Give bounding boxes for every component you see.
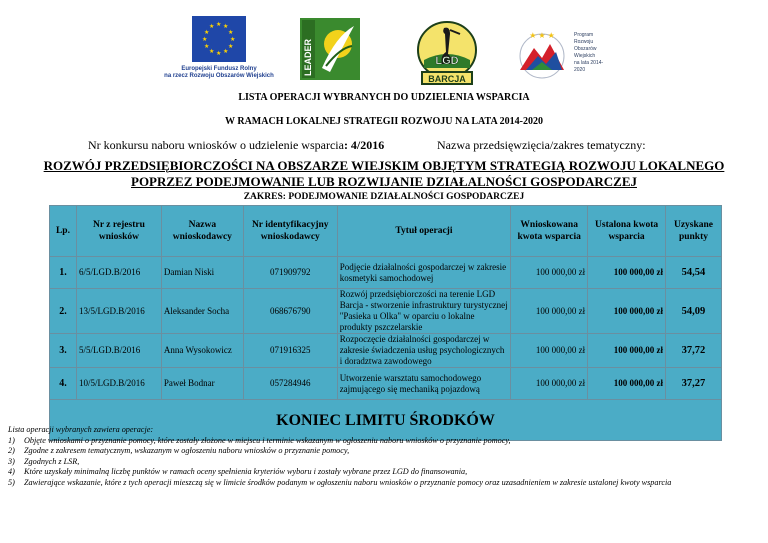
eu-flag-icon: ★ ★ ★ ★ ★ ★ ★ ★ ★ ★ ★ ★ <box>192 16 246 62</box>
row-punkty: 54,54 <box>665 257 721 289</box>
operations-table <box>49 205 722 441</box>
leader-text: LEADER <box>303 38 313 76</box>
prow-line1: Program <box>574 32 594 38</box>
row-nazwa: Anna Wysokowicz <box>161 334 243 368</box>
note-text: Zgodnych z LSR, <box>24 456 80 466</box>
row-punkty: 37,27 <box>665 368 721 400</box>
lgd-text: LGD <box>435 55 459 67</box>
note-text: Które uzyskały minimalną liczbę punktów w ramach oceny spełnienia kryteriów wyboru i zostały wybrane przez LGD do finansowania, <box>24 467 468 477</box>
note-text: Zgodne z zakresem tematycznym, wskazanym w ogłoszeniu naboru wniosków o przyznanie pomocy, <box>24 446 350 456</box>
row-ustalona: 100 000,00 zł <box>588 257 666 289</box>
note-num: 1) <box>8 435 15 445</box>
col-nr-rejestru: Nr z rejestru wniosków <box>76 206 161 257</box>
row-tytul: Podjęcie działalności gospodarczej w zakresie kosmetyki samochodowej <box>337 257 511 289</box>
prow-line2: Rozwoju <box>574 39 594 45</box>
list-item <box>8 436 760 447</box>
row-nr: 13/5/LGD.B/2016 <box>76 289 161 334</box>
col-ustalona: Ustalona kwota wsparcia <box>588 206 666 257</box>
leader-logo <box>300 18 360 80</box>
row-wnioskowana: 100 000,00 zł <box>511 257 588 289</box>
col-nr-id: Nr identyfikacyjny wnioskodawcy <box>243 206 337 257</box>
note-num: 5) <box>8 477 15 487</box>
row-nr: 6/5/LGD.B/2016 <box>76 257 161 289</box>
theme-line1: ROZWÓJ PRZEDSIĘBIORCZOŚCI NA OBSZARZE WIEJSKIM OBJĘTYM STRATEGIĄ ROZWOJU LOKALNEGO <box>43 158 725 173</box>
row-tytul: Utworzenie warsztatu samochodowego zajmującego się mechaniką pojazdową <box>337 368 511 400</box>
zakres: ZAKRES: PODEJMOWANIE DZIAŁALNOŚCI GOSPODARCZEJ <box>243 192 525 202</box>
eu-caption <box>158 66 280 80</box>
notes <box>8 425 760 489</box>
row-id: 068676790 <box>243 289 337 334</box>
prow-logo <box>512 26 606 88</box>
row-wnioskowana: 100 000,00 zł <box>511 289 588 334</box>
eu-logo <box>158 16 280 92</box>
row-ustalona: 100 000,00 zł <box>588 289 666 334</box>
col-wnioskowana: Wnioskowana kwota wsparcia <box>511 206 588 257</box>
konkurs-label: Nr konkursu naboru wniosków o udzielenie wsparcia <box>88 138 344 152</box>
row-punkty: 37,72 <box>665 334 721 368</box>
note-text: Objęte wnioskami o przyznanie pomocy, które zostały złożone w miejscu i terminie wskazanym w ogłoszeniu naboru wniosków o przyznanie pomocy, <box>24 435 511 445</box>
row-wnioskowana: 100 000,00 zł <box>511 334 588 368</box>
leader-icon <box>300 18 360 80</box>
page-subtitle: W RAMACH LOKALNEJ STRATEGII ROZWOJU NA LATA 2014-2020 <box>225 116 543 127</box>
eu-caption-line1: Europejski Fundusz Rolny <box>181 66 257 72</box>
note-num: 2) <box>8 446 15 456</box>
svg-text:★ ★ ★: ★ ★ ★ <box>529 31 555 40</box>
koniec-limitu: KONIEC LIMITU ŚRODKÓW <box>50 400 722 441</box>
note-num: 4) <box>8 467 15 477</box>
col-nazwa: Nazwa wnioskodawcy <box>161 206 243 257</box>
row-nr: 10/5/LGD.B/2016 <box>76 368 161 400</box>
prow-caption <box>574 32 606 74</box>
list-item <box>8 467 760 478</box>
konkurs-number <box>88 138 384 153</box>
row-id: 057284946 <box>243 368 337 400</box>
lgd-stork-icon <box>416 20 478 86</box>
row-tytul: Rozwój przedsiębiorczości na terenie LGD Barcja - stworzenie infrastruktury turystycznej "Pasieka u Olka" w oparciu o lokalne produkty pszczelarskie <box>337 289 511 334</box>
lgd-name: BARCJA <box>428 74 466 84</box>
col-lp: Lp. <box>50 206 77 257</box>
lgd-barcja-logo <box>416 20 478 86</box>
prow-icon <box>512 26 572 82</box>
table-row <box>50 289 722 334</box>
list-item <box>8 457 760 468</box>
table-header-row <box>50 206 722 257</box>
row-id: 071909792 <box>243 257 337 289</box>
page-title: LISTA OPERACJI WYBRANYCH DO UDZIELENIA WSPARCIA <box>238 92 530 103</box>
row-lp: 3. <box>50 334 77 368</box>
row-nazwa: Paweł Bodnar <box>161 368 243 400</box>
prow-line3: Obszarów <box>574 46 597 52</box>
table-row <box>50 368 722 400</box>
theme-line2: POPRZEZ PODEJMOWANIE LUB ROZWIJANIE DZIAŁALNOŚCI GOSPODARCZEJ <box>131 174 637 189</box>
row-punkty: 54,09 <box>665 289 721 334</box>
list-item <box>8 478 760 489</box>
row-nazwa: Damian Niski <box>161 257 243 289</box>
note-text: Zawierające wskazanie, które z tych operacji mieszczą się w limicie środków podanym w ogłoszeniu naboru wniosków o przyznanie pomocy oraz uzasadnieniem w zakresie ustalonej kwoty wsparcia <box>24 477 672 487</box>
row-tytul: Rozpoczęcie działalności gospodarczej w zakresie świadczenia usług psychologicznych i doradztwa zawodowego <box>337 334 511 368</box>
table-row <box>50 257 722 289</box>
prow-line5: na lata 2014-2020 <box>574 60 604 73</box>
row-nazwa: Aleksander Socha <box>161 289 243 334</box>
row-lp: 2. <box>50 289 77 334</box>
col-punkty: Uzyskane punkty <box>665 206 721 257</box>
col-tytul: Tytuł operacji <box>337 206 511 257</box>
row-wnioskowana: 100 000,00 zł <box>511 368 588 400</box>
konkurs-value: : 4/2016 <box>343 138 385 152</box>
nazwa-label: Nazwa przedsięwzięcia/zakres tematyczny: <box>437 138 646 152</box>
logos-bar <box>0 8 768 90</box>
row-ustalona: 100 000,00 zł <box>588 334 666 368</box>
row-id: 071916325 <box>243 334 337 368</box>
row-nr: 5/5/LGD.B/2016 <box>76 334 161 368</box>
row-ustalona: 100 000,00 zł <box>588 368 666 400</box>
list-item <box>8 446 760 457</box>
eu-caption-line2: na rzecz Rozwoju Obszarów Wiejskich <box>164 73 274 79</box>
row-lp: 1. <box>50 257 77 289</box>
row-lp: 4. <box>50 368 77 400</box>
prow-line4: Wiejskich <box>574 53 596 59</box>
table-row <box>50 334 722 368</box>
notes-intro: Lista operacji wybranych zawiera operacje: <box>8 425 154 434</box>
note-num: 3) <box>8 456 15 466</box>
